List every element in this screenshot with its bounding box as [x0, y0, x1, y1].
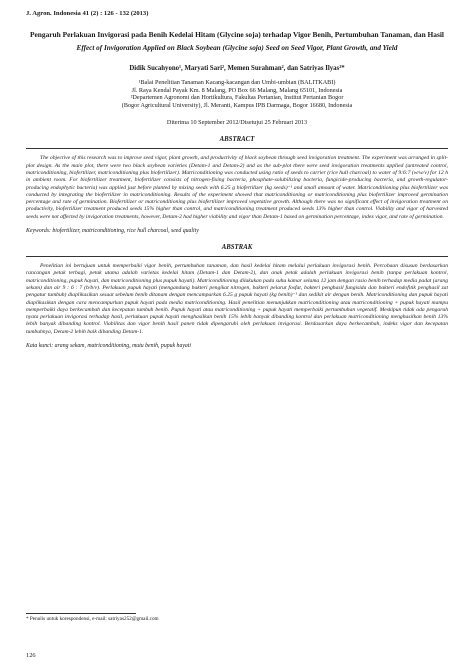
abstract-rule: [26, 148, 448, 149]
author-list: Didik Sucahyono¹, Maryati Sari², Memen Surahman², dan Satriyas Ilyas²*: [129, 65, 345, 72]
affiliations: [26, 79, 448, 109]
journal-header: J. Agron. Indonesia 41 (2) : 126 - 132 (2013): [26, 10, 149, 17]
corresponding-author-footnote: * Penulis untuk korespondensi, e-mail: satriyas252@gmail.com: [26, 616, 159, 622]
title-english: Effect of Invigoration Applied on Black Soybean (Glycine soja) Seed on Seed Vigor, Plant Growth, and Yield: [76, 44, 398, 52]
abstrak-heading: ABSTRAK: [221, 244, 253, 252]
title-indonesian: Pengaruh Perlakuan Invigorasi pada Benih Kedelai Hitam (Glycine soja) terhadap Vigor Benih, Pertumbuhan Tanaman, dan Hasil: [29, 30, 444, 39]
received-accepted-dates: Diterima 10 September 2012/Disetujui 25 Februari 2013: [166, 119, 308, 127]
abstrak-rule: [26, 256, 448, 257]
keywords: Keywords: biofertilizer, matriconditioning, rice hull charcoal, seed quality: [26, 228, 199, 235]
affiliation-2-line-2: (Bogor Agricultural University), Jl. Meranti, Kampus IPB Darmaga, Bogor 16680, Indonesia: [121, 101, 353, 109]
affiliation-2-line-1: ²Departemen Agronomi dan Hortikultura, Fakultas Pertanian, Institut Pertanian Bogor: [130, 94, 344, 102]
abstrak-body: Penelitian ini bertujuan untuk memperbaiki vigor benih, pertumbuhan tanaman, dan hasil kedelai hitam melalui perlakuan invigorasi benih. Percobaan disusun berdasarkan rancangan petak terbagi, petak utama adalah varietas kedelai hitam (Detam-1 dan Detam-2), dan anak petak adalah perlakuan invigorasi benih (tanpa perlakuan kontrol, matriconditioning, pupuk hayati, dan matriconditioning plus pupuk hayati). Matriconditioning dilakukan pada suhu kamar selama 12 jam dengan rasio benih terhadap media padat (arang sekam) dan air 9 : 6 : 7 (b/b/v). Perlakuan pupuk hayati (mengandung bakteri pengikat nitrogen, bakteri pelarut fosfat, bakteri penghasil fungisida dan bakteri endofitik penghasil zat pengatur tumbuh) diaplikasikan sesaat sebelum benih ditanam dengan mencampurkan 6.25 g pupuk hayati (kg benih)⁻¹ dan sedikit air dengan benih. Matriconditioning dan pupuk hayati diaplikasikan dengan cara mencampurkan pupuk hayati pada media matriconditioning. Hasil penelitian menunjukkan matriconditioning atau matriconditioning + pupuk hayati mampu memperbaiki daya berkecambah dan kecepatan tumbuh benih. Pupuk hayati atau matriconditioning + pupuk hayati memperbaiki pertumbuhan vegetatif. Meskipun tidak ada pengaruh nyata perlakuan invigorasi terhadap hasil, perlakuan pupuk hayati menghasilkan benih 15% lebih banyak dibanding kontrol dan perlakuan matriconditioning menghasilkan benih 13% lebih banyak dibanding kontrol. Viabilitas dan vigor benih hasil panen tidak dipengaruhi oleh perlakuan invigorasi. Berdasarkan daya berkecambah, indeks vigor dan kecepatan tumbuhnya, Detam-2 lebih baik dibanding Detam-1.: [26, 263, 448, 335]
affiliation-1-line-2: Jl. Raya Kendal Payak Km. 8 Malang, PO Box 66 Malang, Malang 65101, Indonesia: [131, 86, 343, 94]
abstract-body: The objective of this research was to improve seed vigor, plant growth, and productivity of black soybean through seed invigoration treatment. The experiment was arranged in split-plot design. As the main plot, there were two black soybean varieties (Detam-1 and Detam-2) and as the sub-plot there were seed invigoration treatments applied (untreated control, matriconditioning, biofertilizer, matriconditioning plus biofertilizer). Matriconditioning was conducted using ratio of seeds to carrier (rice hull charcoal) to water of 9:6:7 (w/w/v) for 12 h in ambient room. For biofertilizer treatment, biofertilizer consists of nitrogen-fixing bacteria, phosphate-solubilizing bacteria, fungicide-producing bacteria, and growth-regulator-producing endophytic bacteria) was applied just before planted by mixing seeds with 6.25 g biofertilizer (kg seeds)⁻¹ and small amount of water. Matriconditioning plus biofertilizer was conducted by integrating the biofertilizer in matriconditioning. Results of the experiment showed that matriconditioning or matriconditioning plus biofertilizer improved germination percentage and rate of germination. Biofertilizer or matriconditioning plus biofertilizer improved vegetative growth. Although there was no significant effect of invigoration treatment on productivity, biofertilizer treatment produced seeds 15% higher than control, and matriconditioning treatment produced seeds 13% higher than control. Viability and vigor of harvested seeds were not affected by invigoration treatments, however, Detam-2 had higher viability and vigor than Detam-1 based on germination percentage, index vigor, and rate of germination.: [26, 155, 448, 220]
page-number: 126: [26, 652, 36, 659]
kata-kunci: Kata kunci: arang sekam, matriconditioning, mutu benih, pupuk hayati: [26, 343, 192, 350]
footnote-rule: [26, 613, 136, 614]
abstract-heading: ABSTRACT: [219, 136, 255, 144]
affiliation-1-line-1: ¹Balai Penelitian Tanaman Kacang-kacangan dan Umbi-umbian (BALITKABI): [138, 79, 336, 86]
